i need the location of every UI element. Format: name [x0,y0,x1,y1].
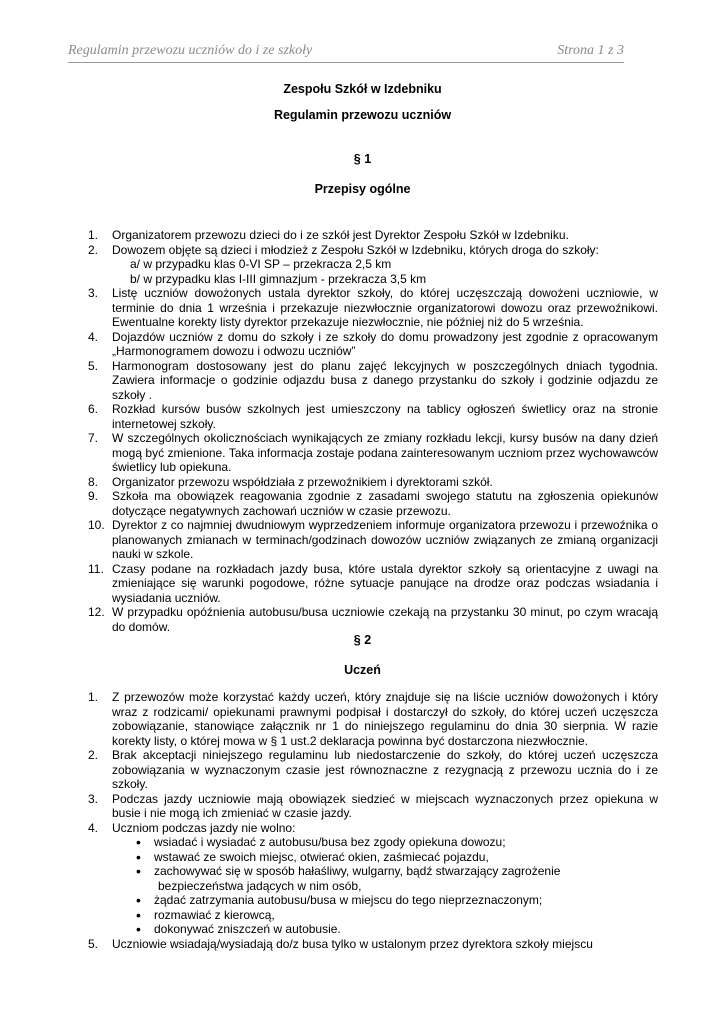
list-item [88,228,658,243]
item-number: 3. [88,791,99,806]
list-item [88,286,658,330]
item-number: 9. [88,489,99,503]
item-text: Dojazdów uczniów z domu do szkoły i ze szkoły do domu prowadzony jest zgodnie z opracowanym „Harmonogramem dowozu i odwozu uczniów” [112,329,658,358]
section-1-list [88,228,658,634]
list-item [88,748,658,792]
sub-item: a/ w przypadku klas 0-VI SP – przekracza 2,5 km [130,257,392,271]
item-number: 1. [88,690,99,704]
item-text: W szczególnych okolicznościach wynikających ze zmiany rozkładu lekcji, kursy busów na dany dzień mogą być zmienione. Taka informacja zostaje podana zainteresowanym uczniom przez wychowawców świetlicy lub opiekuna. [112,431,658,474]
item-number: 11. [88,561,104,576]
list-item [88,937,658,952]
section-1-heading: Przepisy ogólne [314,182,411,196]
item-text: Harmonogram dostosowany jest do planu zajęć lekcyjnych w poszczególnych dniach tygodnia. Zawiera informacje o godzinie odjazdu busa z danego przystanku do szkoły i godzinie odjazdu ze szkoły . [112,358,658,402]
list-item [88,359,658,403]
item-number: 10. [88,518,105,532]
bullet-item [130,864,658,893]
section-2-heading: Uczeń [344,663,381,677]
list-item [88,475,658,490]
bullet-item [130,893,658,908]
list-item [88,605,658,634]
header-title: Regulamin przewozu uczniów do i ze szkoły [68,43,313,58]
list-item [88,821,658,937]
item-text: Brak akceptacji niniejszego regulaminu lub niedostarczenie do szkoły, do której uczeń uczęszcza zobowiązania w wyznaczonym czasie jest równoznaczne z rezygnacją z przewozu ucznia do i ze szkoły. [112,748,658,791]
item-text: Podczas jazdy uczniowie mają obowiązek siedzieć w miejscach wyznaczonych przez opiekuna w busie i nie mogą ich zmieniać w czasie jazdy. [112,791,658,820]
bullet-list [112,835,658,937]
list-item [88,518,658,562]
list-item [88,489,658,518]
item-number: 2. [88,242,99,257]
list-item [88,330,658,359]
list-item [88,562,658,606]
list-item [88,431,658,475]
bullet-text: zachowywać się w sposób hałaśliwy, wulgarny, bądź stwarzający zagrożenie [154,864,561,878]
bullet-item [130,922,658,937]
item-number: 8. [88,474,99,489]
item-number: 5. [88,358,99,373]
sub-item: b/ w przypadku klas I-III gimnazjum - przekracza 3,5 km [130,271,427,286]
list-item [88,243,658,287]
page-number: Strona 1 z 3 [557,43,624,58]
item-text: Uczniom podczas jazdy nie wolno: [112,820,296,835]
item-text: Listę uczniów dowożonych ustala dyrektor szkoły, do której uczęszczają dowożeni uczniowie, w terminie do dnia 1 września i przekazuje niezwłocznie organizatorowi dowozu oraz przewoźnikowi. Ewentualne korekty listy dyrektor przekazuje niezwłocznie, nie później niż do 5 września. [112,286,658,329]
page-header [68,40,624,63]
item-number: 12. [88,605,105,619]
item-text: Organizatorem przewozu dzieci do i ze szkół jest Dyrektor Zespołu Szkół w Izdebniku. [112,228,569,242]
item-text: Dyrektor z co najmniej dwudniowym wyprzedzeniem informuje organizatora przewozu i przewoźnika o planowanych zmianach w terminach/godzinach dowozów uczniów związanych ze zmianą organizacji nauki w szkole. [112,518,658,561]
item-text: Dowozem objęte są dzieci i młodzież z Zespołu Szkół w Izdebniku, których droga do szkoły: [112,242,599,257]
bullet-text: wsiadać i wysiadać z autobusu/busa bez zgody opiekuna dowozu; [154,835,506,849]
bullet-text: rozmawiać z kierowcą, [154,907,275,922]
item-number: 4. [88,329,99,344]
item-text: Rozkład kursów busów szkolnych jest umieszczony na tablicy ogłoszeń świetlicy oraz na stronie internetowej szkoły. [112,402,658,431]
item-text: W przypadku opóźnienia autobusu/busa uczniowie czekają na przystanku 30 minut, po czym wracają do domów. [112,605,658,634]
bullet-text: wstawać ze swoich miejsc, otwierać okien, zaśmiecać pojazdu, [154,849,489,864]
section-2-list [88,690,658,951]
list-item [88,402,658,431]
bullet-text: dokonywać zniszczeń w autobusie. [154,922,341,936]
item-number: 6. [88,402,99,416]
document-title: Regulamin przewozu uczniów [273,108,452,122]
list-item [88,690,658,748]
item-number: 5. [88,936,99,951]
school-name: Zespołu Szkół w Izdebniku [283,82,442,96]
item-text: Z przewozów może korzystać każdy uczeń, który znajduje się na liście uczniów dowożonych i który wraz z rodzicami/ opiekunami prawnymi podpisał i dostarczył do szkoły, do której uczeń uczęszcza zobowiązanie, stanowiące załącznik nr 1 do niniejszego regulaminu do dnia 30 sierpnia. W razie korekty listy, o której mowa w § 1 ust.2 deklaracja powinna być dostarczona niezwłocznie. [112,690,658,748]
item-number: 3. [88,286,99,300]
item-number: 7. [88,431,99,445]
item-number: 1. [88,228,99,242]
bullet-item [130,850,658,865]
item-text: Czasy podane na rozkładach jazdy busa, które ustala dyrektor szkoły są orientacyjne z uwagi na zmieniające się warunki pogodowe, różne sytuacje panujące na drodze oraz podczas wsiadania i wysiadania uczniów. [112,561,658,605]
list-item [88,792,658,821]
bullet-item [130,835,658,850]
bullet-continuation: bezpieczeństwa jadących w nim osób, [158,878,362,893]
section-1-number: § 1 [353,152,372,166]
item-number: 4. [88,820,99,835]
item-text: Uczniowie wsiadają/wysiadają do/z busa tylko w ustalonym przez dyrektora szkoły miejscu [112,936,593,951]
item-number: 2. [88,748,99,762]
item-text: Szkoła ma obowiązek reagowania zgodnie z zasadami swojego statutu na zgłoszenia opiekunów dotyczące negatywnych zachowań uczniów w czasie przewozu. [112,489,658,518]
section-2-number: § 2 [353,633,372,647]
bullet-text: żądać zatrzymania autobusu/busa w miejscu do tego nieprzeznaczonym; [154,893,543,907]
bullet-item [130,908,658,923]
item-text: Organizator przewozu współdziała z przewoźnikiem i dyrektorami szkół. [112,474,493,489]
